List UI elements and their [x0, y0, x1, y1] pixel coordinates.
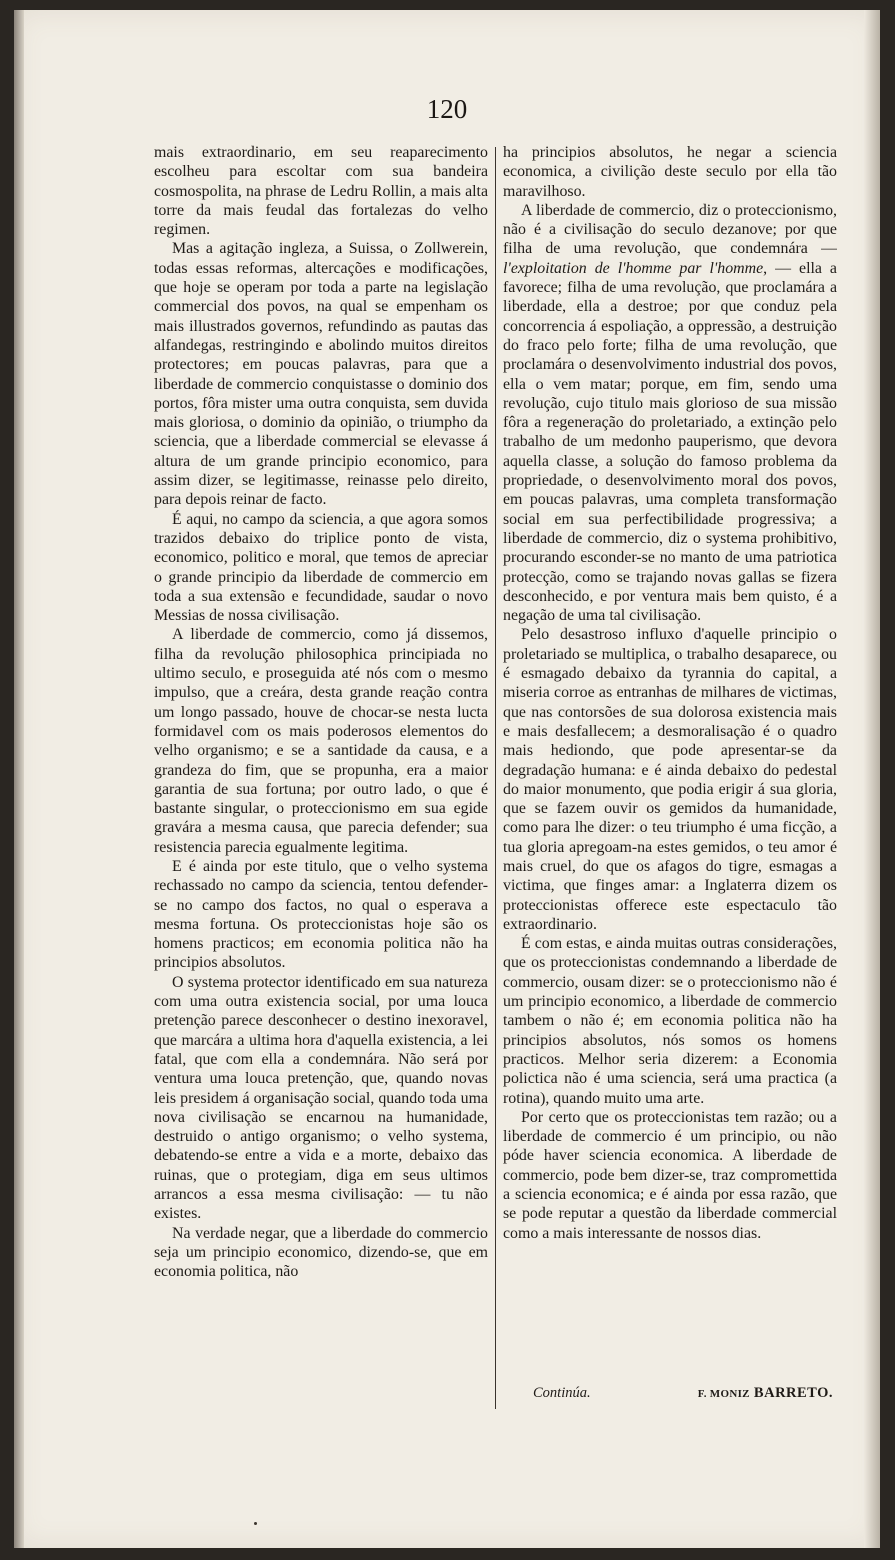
- french-quote: l'exploitation de l'homme par l'homme: [503, 259, 764, 277]
- page-spine-shadow: [14, 10, 24, 1548]
- author-initials: F. MONIZ: [697, 1388, 750, 1400]
- left-column: [154, 143, 488, 1413]
- left-paragraph-1: mais extraordinario, em seu reaparecimento escolheu para escoltar com sua bandeira cosmospolita, na phrase de Ledru Rollin, a mais alta torre da mais feudal das fortalezas do velho regimen.: [154, 144, 488, 239]
- author-signature: [698, 1385, 833, 1402]
- column-divider: [495, 147, 496, 1409]
- page-edge-shadow: [864, 10, 880, 1548]
- right-paragraph-3: Pelo desastroso influxo d'aquelle principio o proletariado se multiplica, o trabalho desaparece, ou é esmagado debaixo da tyrannia do capital, a miseria corroe as entranhas de milhares de victimas, que nas contorsões de sua dolorosa existencia mais e mais desfallecem; a desmoralisação é o quadro mais hediondo, que pode apresentar-se da degradação humana: e é ainda debaixo do pedestal do maior monumento, que podia erigir á sua gloria, que se fazem ouvir os gemidos da humanidade, como para lhe dizer: o teu triumpho é uma ficção, a tua gloria apregoam-na estes gemidos, o teu amor é mais cruel, do que os afagos do tigre, esmagas a victima, que finges amar: a Inglaterra dizem os proteccionistas offerece este espectaculo tão extraordinario.: [503, 626, 837, 933]
- left-paragraph-2: Mas a agitação ingleza, a Suissa, o Zollwerein, todas essas reformas, altercações e modificações, que hoje se operam por toda a parte na legislação commercial dos povos, na qual se empenham os mais illustrados governos, refundindo as pautas das alfandegas, restringindo e abolindo muitos direitos protectores; em poucas palavras, para que a liberdade de commercio conquistasse o dominio dos portos, fôra mister uma outra conquista, sem duvida mais gloriosa, o dominio da opinião, o triumpho da sciencia, que a liberdade commercial se elevasse á altura de um grande principio economico, para assim dizer, se legitimasse, reinasse pelo direito, para depois reinar de facto.: [154, 240, 488, 509]
- left-paragraph-4: A liberdade de commercio, como já dissemos, filha da revolução philosophica principiada no ultimo seculo, e proseguida até nós com o mesmo impulso, que a creára, desta grande reação contra um longo passado, houve de chocar-se nesta lucta formidavel com os mais poderosos elementos do velho organismo; e se a santidade da causa, e a grandeza do fim, que se propunha, era a maior garantia de sua fortuna; por outro lado, o que é bastante singular, o proteccionismo em sua egide gravára a mesma causa, que parecia defender; sua resistencia parecia egualmente legitima.: [154, 626, 488, 856]
- author-surname: BARRETO.: [753, 1385, 833, 1401]
- right-paragraph-2-end: , — ella a favorece; filha de uma revolução, que proclamára a liberdade, ella a destroe; por que conduz pela concorrencia á espoliação, a oppressão, a destruição do fraco pelo forte; filha de uma revolução, que proclamára o desenvolvimento industrial dos povos, ella o vem matar; porque, em fim, sendo uma revolução, cujo titulo mais glorioso de sua missão fôra a regeneração do proletariado, a extinção pelo trabalho de um medonho pauperismo, que devora aquella classe, a solução do famoso problema da propriedade, o desenvolvimento moral dos povos, em poucas palavras, uma completa transformação social em sua perfectibilidade progressiva; a liberdade de commercio, diz o systema prohibitivo, procurando esconder-se no manto de uma patriotica protecção, como se trajando novas gallas se fizera desconhecido, e por ventura mais bem quisto, é a negação de uma tal civilisação.: [503, 259, 837, 625]
- left-paragraph-3: É aqui, no campo da sciencia, a que agora somos trazidos debaixo do triplice ponto de vista, economico, politico e moral, que temos de apreciar o grande principio da liberdade de commercio em toda a sua extensão e fecundidade, saudar o novo Messias de nossa civilisação.: [154, 510, 488, 625]
- continua-label: Continúa.: [533, 1385, 591, 1401]
- right-column: [503, 143, 837, 1413]
- left-paragraph-5: E é ainda por este titulo, que o velho systema rechassado no campo da sciencia, tentou defender-se no campo dos factos, no qual o esperava a mesma fortuna. Os proteccionistas hoje são os homens practicos; em economia politica não ha principios absolutos.: [154, 857, 488, 972]
- page-number: 120: [426, 94, 468, 124]
- left-paragraph-7: Na verdade negar, que a liberdade do commercio seja um principio economico, dizendo-se, que em economia politica, não: [154, 1224, 488, 1281]
- right-paragraph-2-start: A liberdade de commercio, diz o proteccionismo, não é a civilisação do seculo dezanove; por que filha de uma revolução, que condemnára —: [503, 201, 837, 258]
- right-paragraph-4: É com estas, e ainda muitas outras considerações, que os proteccionistas condemnando a liberdade de commercio, ousam dizer: se o proteccionismo não é um principio economico, a liberdade de commercio tambem o não é; em economia politica não ha principios absolutos, nós somos os homens practicos. Melhor seria dizerem: a Economia polictica não é uma sciencia, será uma practica (a rotina), quando muito uma arte.: [503, 935, 837, 1107]
- right-paragraph-2: [503, 201, 837, 626]
- right-paragraph-5: Por certo que os proteccionistas tem razão; ou a liberdade de commercio é um principio, ou não póde haver sciencia economica. A liberdade de commercio, pode bem dizer-se, traz compromettida a sciencia economica; e é ainda por essa razão, que se pode reputar a questão da liberdade commercial como a mais interessante de nossos dias.: [503, 1108, 837, 1242]
- ink-speck: [254, 1522, 257, 1525]
- left-paragraph-6: O systema protector identificado em sua natureza com uma outra existencia social, por uma louca pretenção parece desconhecer o destino inexoravel, que marcára a ultima hora d'aquella existencia, a lei fatal, que com ella a condemnára. Não será por ventura uma louca pretenção, que, quando novas leis presidem á organisação social, quando toda uma nova civilisação se encarnou na humanidade, destruido o antigo organismo; o velho systema, debatendo-se entre a vida e a morte, debaixo das ruinas, que o protegiam, diga em seus ultimos arrancos a essa mesma civilisação: — tu não existes.: [154, 973, 488, 1223]
- right-paragraph-1: ha principios absolutos, he negar a sciencia economica, a civilição deste seculo por ella tão maravilhoso.: [503, 144, 837, 200]
- newspaper-page: [14, 10, 880, 1548]
